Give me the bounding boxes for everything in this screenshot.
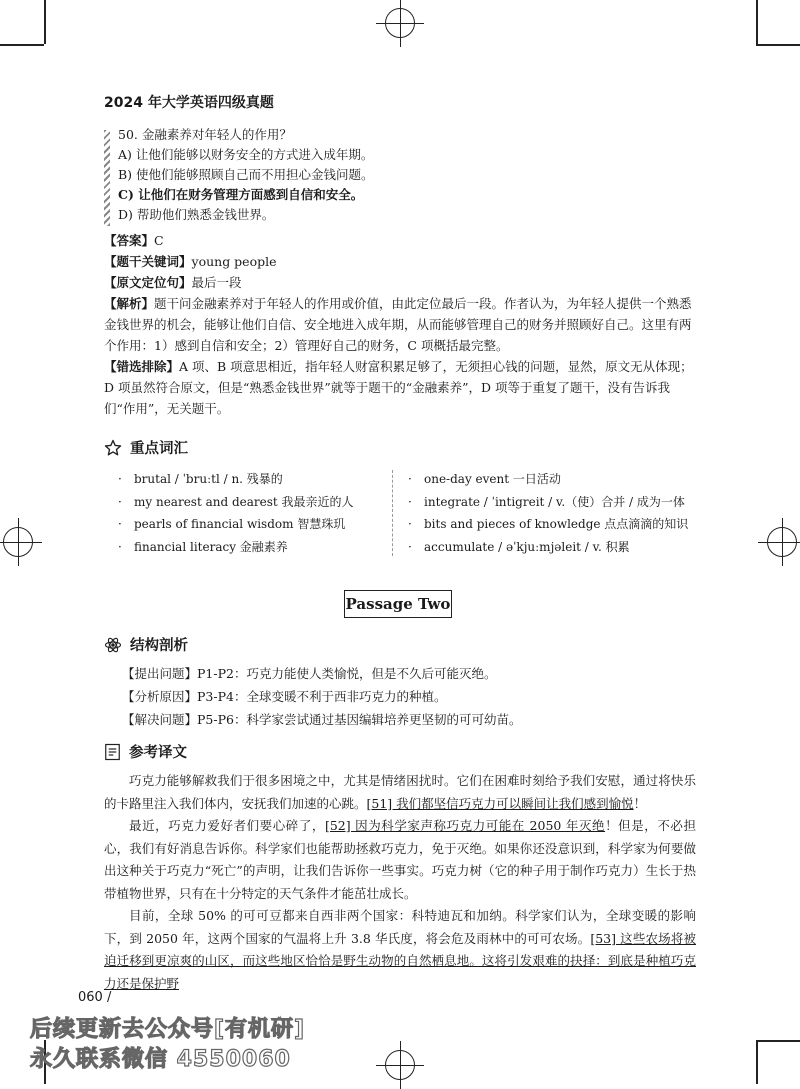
- option-a: A) 让他们能够以财务安全的方式进入成年期。: [118, 147, 374, 162]
- vocab-divider: [392, 470, 393, 556]
- crop-mark: [0, 44, 44, 46]
- registration-mark-bottom: [385, 1050, 415, 1080]
- answer-52-text: [52] 因为科学家声称巧克力可能在 2050 年灭绝: [324, 818, 606, 833]
- structure-heading: 结构剖析: [104, 634, 188, 655]
- crop-mark: [756, 1040, 758, 1084]
- vocab-item: · accumulate / əˈkjuːmjəleit / v. 积累: [408, 539, 630, 554]
- question-block: [104, 125, 704, 225]
- watermark-line-2: 永久联系微信 4550060: [30, 1047, 291, 1072]
- translation-heading: 参考译文: [104, 741, 187, 762]
- registration-mark-top: [385, 8, 415, 38]
- structure-list: [122, 662, 521, 731]
- star-icon: [104, 439, 122, 457]
- option-b: B) 使他们能够照顾自己而不用担心金钱问题。: [118, 167, 374, 182]
- watermark-line-1: 后续更新去公众号[有机研]: [30, 1017, 306, 1042]
- answer-53-text: [53] 这些农场将被迫迁移到更凉爽的山区，而这些地区恰恰是野生动物的自然栖息地。这将引发艰难的抉择：到底是种植巧克力还是保护野: [104, 930, 696, 991]
- vocab-item: · bits and pieces of knowledge 点点滴滴的知识: [408, 517, 689, 531]
- crop-mark: [756, 44, 800, 46]
- passage-title: Passage Two: [344, 590, 452, 618]
- registration-mark-right: [767, 527, 797, 557]
- translation-paragraph: 巧克力能够解救我们于很多困境之中，尤其是情绪困扰时。它们在困难时刻给予我们安慰，通过将快乐的卡路里注入我们体内，安抚我们加速的心跳。[51] 我们都坚信巧克力可以瞬间让我们感到愉悦！: [104, 773, 696, 811]
- crop-mark: [756, 1040, 800, 1042]
- page-number: 060 /: [78, 990, 112, 1005]
- vocab-item: · brutal / ˈbruːtl / n. 残暴的: [118, 472, 283, 486]
- answer-51-text: [51] 我们都坚信巧克力可以瞬间让我们感到愉悦: [366, 795, 634, 811]
- document-icon: [104, 743, 121, 761]
- translation-paragraph: 最近，巧克力爱好者们要心碎了，[52] 因为科学家声称巧克力可能在 2050 年灭绝！但是，不必担心，我们有好消息告诉你。科学家们也能帮助拯救巧克力，免于灭绝。如果你还没意识到，科学家为何要做出这种关于巧克力“死亡”的声明，让我们告诉你一些事实。巧克力树（它的种子用于制作巧克力）生长于热带植物世界，只有在十分特定的天气条件才能茁壮成长。: [104, 818, 696, 901]
- option-d: D) 帮助他们熟悉金钱世界。: [118, 207, 275, 222]
- translation-paragraph: 目前，全球 50% 的可可豆都来自西非两个国家：科特迪瓦和加纳。科学家们认为，全球变暖的影响下，到 2050 年，这两个国家的气温将上升 3.8 华氏度，将会危及雨林中的可可农场。[53] 这些农场将被迫迁移到更凉爽的山区，而这些地区恰恰是野生动物的自然栖息地。这将引发艰难的抉择：到底是种植巧克力还是保护野: [104, 908, 696, 991]
- vocab-item: · financial literacy 金融素养: [118, 539, 288, 554]
- translation-body: [104, 770, 696, 995]
- structure-item: 【分析原因】P3-P4：全球变暖不利于西非巧克力的种植。: [122, 689, 447, 704]
- crop-mark: [44, 0, 46, 44]
- keyword-line: 【题干关键词】young people: [104, 254, 277, 269]
- question-stem: 50. 金融素养对年轻人的作用？: [118, 127, 292, 142]
- question-bar: [104, 130, 110, 226]
- registration-mark-left: [3, 527, 33, 557]
- structure-item: 【提出问题】P1-P2：巧克力能使人类愉悦，但是不久后可能灭绝。: [122, 666, 497, 681]
- locate-line: 【原文定位句】最后一段: [104, 275, 242, 290]
- crop-mark: [756, 0, 758, 44]
- explain-paragraph: 【解析】题干问金融素养对于年轻人的作用或价值，由此定位最后一段。作者认为，为年轻人提供一个熟悉金钱世界的机会，能够让他们自信、安全地进入成年期，从而能够管理自己的财务并照顾好自己。这里有两个作用：1）感到自信和安全；2）管理好自己的财务，C 项概括最完整。: [104, 296, 692, 353]
- answer-line: 【答案】C: [104, 233, 164, 248]
- vocab-heading: 重点词汇: [104, 437, 188, 458]
- vocab-item: · integrate / ˈintigreit / v.（使）合并 / 成为一体: [408, 494, 685, 509]
- vocab-item: · my nearest and dearest 我最亲近的人: [118, 494, 354, 509]
- atom-icon: [104, 636, 122, 654]
- analysis: [104, 230, 694, 419]
- structure-item: 【解决问题】P5-P6：科学家尝试通过基因编辑培养更坚韧的可可幼苗。: [122, 712, 522, 727]
- vocab-item: · one-day event 一日活动: [408, 472, 561, 486]
- exclude-paragraph: 【错选排除】A 项、B 项意思相近，指年轻人财富积累足够了，无须担心钱的问题，显然，原文无从体现；D 项虽然符合原文，但是“熟悉金钱世界”就等于题干的“金融素养”，D 项等于重复了题干，没有告诉我们“作用”，无关题干。: [104, 359, 693, 416]
- page-header: 2024 年大学英语四级真题: [104, 95, 274, 111]
- vocab-item: · pearls of financial wisdom 智慧珠玑: [118, 517, 346, 531]
- option-c: C) 让他们在财务管理方面感到自信和安全。: [118, 187, 364, 202]
